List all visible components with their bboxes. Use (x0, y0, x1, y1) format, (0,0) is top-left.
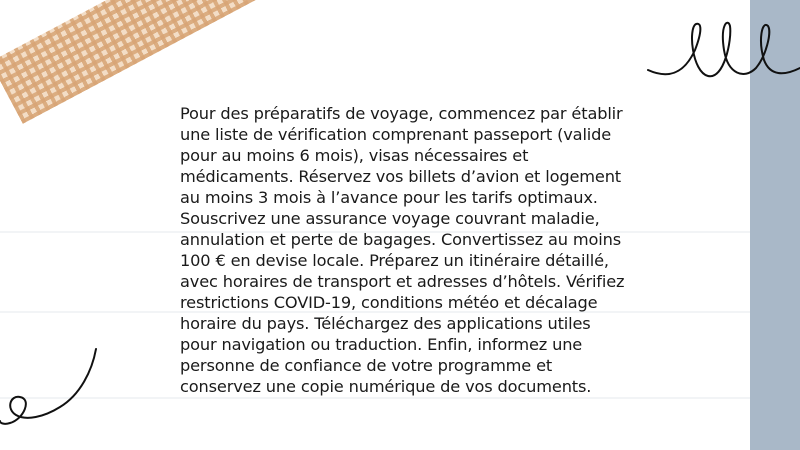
loop-scribble-bottom-left (0, 345, 110, 430)
loop-scribble-top-right (640, 10, 800, 90)
travel-prep-paragraph: Pour des préparatifs de voyage, commencez par établir une liste de vérification comprenant passeport (valide pour au moins 6 mois), visas nécessaires et médicaments. Réservez vos billets d’avion et logement au moins 3 mois à l’avance pour les tarifs optimaux. Souscrivez une assurance voyage couvrant maladie, annulation et perte de bagages. Convertissez au moins 100 € en devise locale. Préparez un itinéraire détaillé, avec horaires de transport et adresses d’hôtels. Vérifiez restrictions COVID-19, conditions météo et décalage horaire du pays. Téléchargez des applications utiles pour navigation ou traduction. Enfin, informez une personne de confiance de votre programme et conservez une copie numérique de vos documents. (180, 104, 625, 396)
